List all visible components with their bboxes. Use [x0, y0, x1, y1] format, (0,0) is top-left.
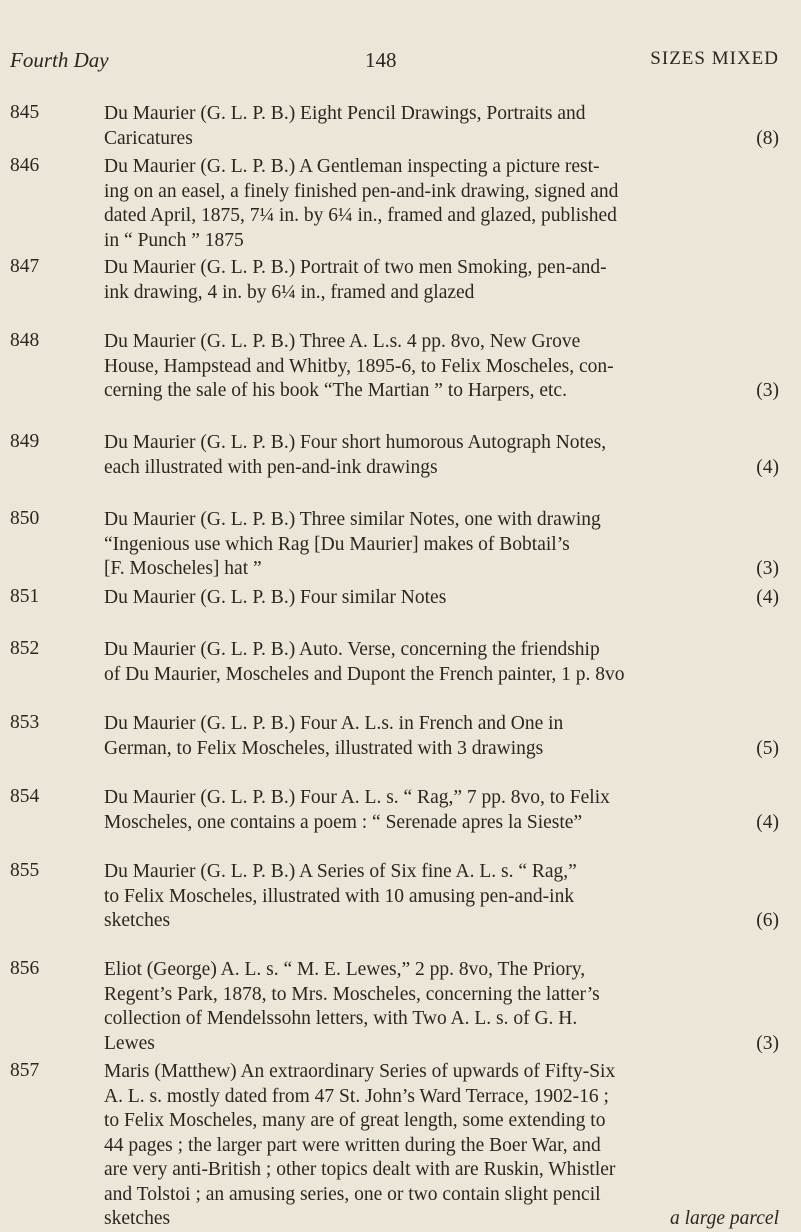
line-text: House, Hampstead and Whitby, 1895-6, to Felix Moscheles, con-: [104, 355, 614, 377]
description-line: [104, 860, 779, 885]
description-line: [104, 379, 779, 404]
description-line: [104, 885, 779, 910]
description-line: [104, 1060, 779, 1085]
line-text: of Du Maurier, Moscheles and Dupont the French painter, 1 p. 8vo: [104, 663, 625, 685]
description-line: [104, 155, 779, 180]
lot-description: [104, 860, 779, 934]
line-text: Du Maurier (G. L. P. B.) Four short humorous Autograph Notes,: [104, 432, 607, 453]
line-text: Du Maurier (G. L. P. B.) Eight Pencil Drawings, Portraits and: [104, 103, 586, 124]
lot-number: 846: [10, 155, 40, 176]
lot-number: 849: [10, 431, 40, 452]
lot-number: 845: [10, 102, 40, 123]
day-heading: Fourth Day: [10, 48, 109, 72]
description-line: [104, 1207, 779, 1232]
lot-description: [104, 431, 779, 480]
description-line: [104, 102, 779, 127]
description-line: [104, 127, 779, 152]
description-line: [104, 330, 779, 355]
lot-quantity: (4): [756, 587, 779, 608]
description-line: [104, 786, 779, 811]
section-heading: SIZES MIXED: [650, 48, 779, 69]
lot-quantity: (8): [756, 127, 779, 149]
line-text: Du Maurier (G. L. P. B.) Three A. L.s. 4 pp. 8vo, New Grove: [104, 331, 581, 352]
lot-quantity: a large parcel: [669, 1208, 779, 1229]
page-number: 148: [365, 48, 397, 72]
description-line: [104, 355, 779, 380]
line-text: Du Maurier (G. L. P. B.) Four similar Notes: [104, 587, 447, 608]
description-line: [104, 557, 779, 582]
line-text: to Felix Moscheles, many are of great length, some extending to: [104, 1110, 606, 1131]
line-text: Du Maurier (G. L. P. B.) Four A. L.s. in French and One in: [104, 713, 564, 734]
lot-number: 854: [10, 786, 40, 807]
description-line: [104, 281, 779, 306]
lot-description: [104, 1060, 779, 1232]
line-text: Moscheles, one contains a poem : “ Serenade apres la Sieste”: [104, 811, 583, 833]
line-text: Du Maurier (G. L. P. B.) A Gentleman inspecting a picture rest-: [104, 156, 600, 177]
description-line: [104, 638, 779, 663]
description-line: [104, 958, 779, 983]
lot-description: [104, 155, 779, 253]
description-line: [104, 737, 779, 762]
page-header: [10, 48, 779, 76]
line-text: Du Maurier (G. L. P. B.) Three similar Notes, one with drawing: [104, 509, 601, 530]
lot-number: 853: [10, 712, 40, 733]
description-line: [104, 180, 779, 205]
lot-number: 855: [10, 860, 40, 881]
line-text: in “ Punch ” 1875: [104, 229, 244, 251]
description-line: [104, 663, 779, 688]
lot-number: 857: [10, 1060, 40, 1081]
lot-description: [104, 712, 779, 761]
line-text: Lewes: [104, 1032, 155, 1054]
lot-quantity: (4): [756, 811, 779, 833]
lot-quantity: (3): [756, 380, 779, 401]
lot-description: [104, 786, 779, 835]
lot-description: [104, 256, 779, 305]
lot-number: 850: [10, 508, 40, 529]
lot-description: [104, 586, 779, 611]
line-text: “Ingenious use which Rag [Du Maurier] makes of Bobtail’s: [104, 533, 570, 555]
line-text: 44 pages ; the larger part were written during the Boer War, and: [104, 1134, 601, 1156]
line-text: ink drawing, 4 in. by 6¼ in., framed and glazed: [104, 281, 475, 303]
description-line: [104, 1007, 779, 1032]
line-text: sketches: [104, 910, 171, 931]
line-text: Du Maurier (G. L. P. B.) Portrait of two men Smoking, pen-and-: [104, 257, 607, 278]
line-text: Eliot (George) A. L. s. “ M. E. Lewes,” 2 pp. 8vo, The Priory,: [104, 959, 586, 980]
description-line: [104, 533, 779, 558]
line-text: Du Maurier (G. L. P. B.) A Series of Six fine A. L. s. “ Rag,”: [104, 861, 577, 882]
description-line: [104, 456, 779, 481]
lot-description: [104, 102, 779, 151]
lot-description: [104, 958, 779, 1056]
description-line: [104, 204, 779, 229]
lot-quantity: (4): [756, 456, 779, 478]
line-text: Du Maurier (G. L. P. B.) Four A. L. s. “ Rag,” 7 pp. 8vo, to Felix: [104, 787, 610, 808]
description-line: [104, 983, 779, 1008]
description-line: [104, 1183, 779, 1208]
line-text: Du Maurier (G. L. P. B.) Auto. Verse, concerning the friendship: [104, 639, 600, 660]
lot-quantity: (6): [756, 910, 779, 931]
line-text: to Felix Moscheles, illustrated with 10 amusing pen-and-ink: [104, 885, 575, 907]
description-line: [104, 256, 779, 281]
lot-description: [104, 638, 779, 687]
lot-number: 856: [10, 958, 40, 979]
lot-number: 852: [10, 638, 40, 659]
description-line: [104, 909, 779, 934]
lot-number: 847: [10, 256, 40, 277]
line-text: A. L. s. mostly dated from 47 St. John’s Ward Terrace, 1902-16 ;: [104, 1085, 609, 1107]
description-line: [104, 1032, 779, 1057]
line-text: ing on an easel, a finely finished pen-and-ink drawing, signed and: [104, 180, 619, 202]
description-line: [104, 431, 779, 456]
lot-description: [104, 330, 779, 404]
line-text: sketches: [104, 1208, 171, 1229]
lot-number: 848: [10, 330, 40, 351]
line-text: Caricatures: [104, 127, 193, 149]
lot-quantity: (3): [756, 558, 779, 579]
line-text: are very anti-British ; other topics dealt with are Ruskin, Whistler: [104, 1159, 616, 1180]
lot-description: [104, 508, 779, 582]
line-text: Maris (Matthew) An extraordinary Series of upwards of Fifty-Six: [104, 1061, 616, 1082]
line-text: dated April, 1875, 7¼ in. by 6¼ in., framed and glazed, published: [104, 205, 617, 226]
description-line: [104, 586, 779, 611]
description-line: [104, 811, 779, 836]
line-text: German, to Felix Moscheles, illustrated with 3 drawings: [104, 737, 544, 759]
description-line: [104, 1158, 779, 1183]
line-text: and Tolstoi ; an amusing series, one or two contain slight pencil: [104, 1183, 601, 1205]
line-text: cerning the sale of his book “The Martian ” to Harpers, etc.: [104, 380, 567, 401]
description-line: [104, 1109, 779, 1134]
description-line: [104, 712, 779, 737]
description-line: [104, 1085, 779, 1110]
description-line: [104, 1134, 779, 1159]
description-line: [104, 508, 779, 533]
lot-quantity: (3): [756, 1032, 779, 1054]
lot-number: 851: [10, 586, 40, 607]
description-line: [104, 229, 779, 254]
line-text: Regent’s Park, 1878, to Mrs. Moscheles, concerning the latter’s: [104, 983, 600, 1005]
lot-quantity: (5): [756, 737, 779, 759]
line-text: each illustrated with pen-and-ink drawings: [104, 456, 438, 478]
line-text: [F. Moscheles] hat ”: [104, 558, 262, 579]
line-text: collection of Mendelssohn letters, with Two A. L. s. of G. H.: [104, 1008, 578, 1029]
